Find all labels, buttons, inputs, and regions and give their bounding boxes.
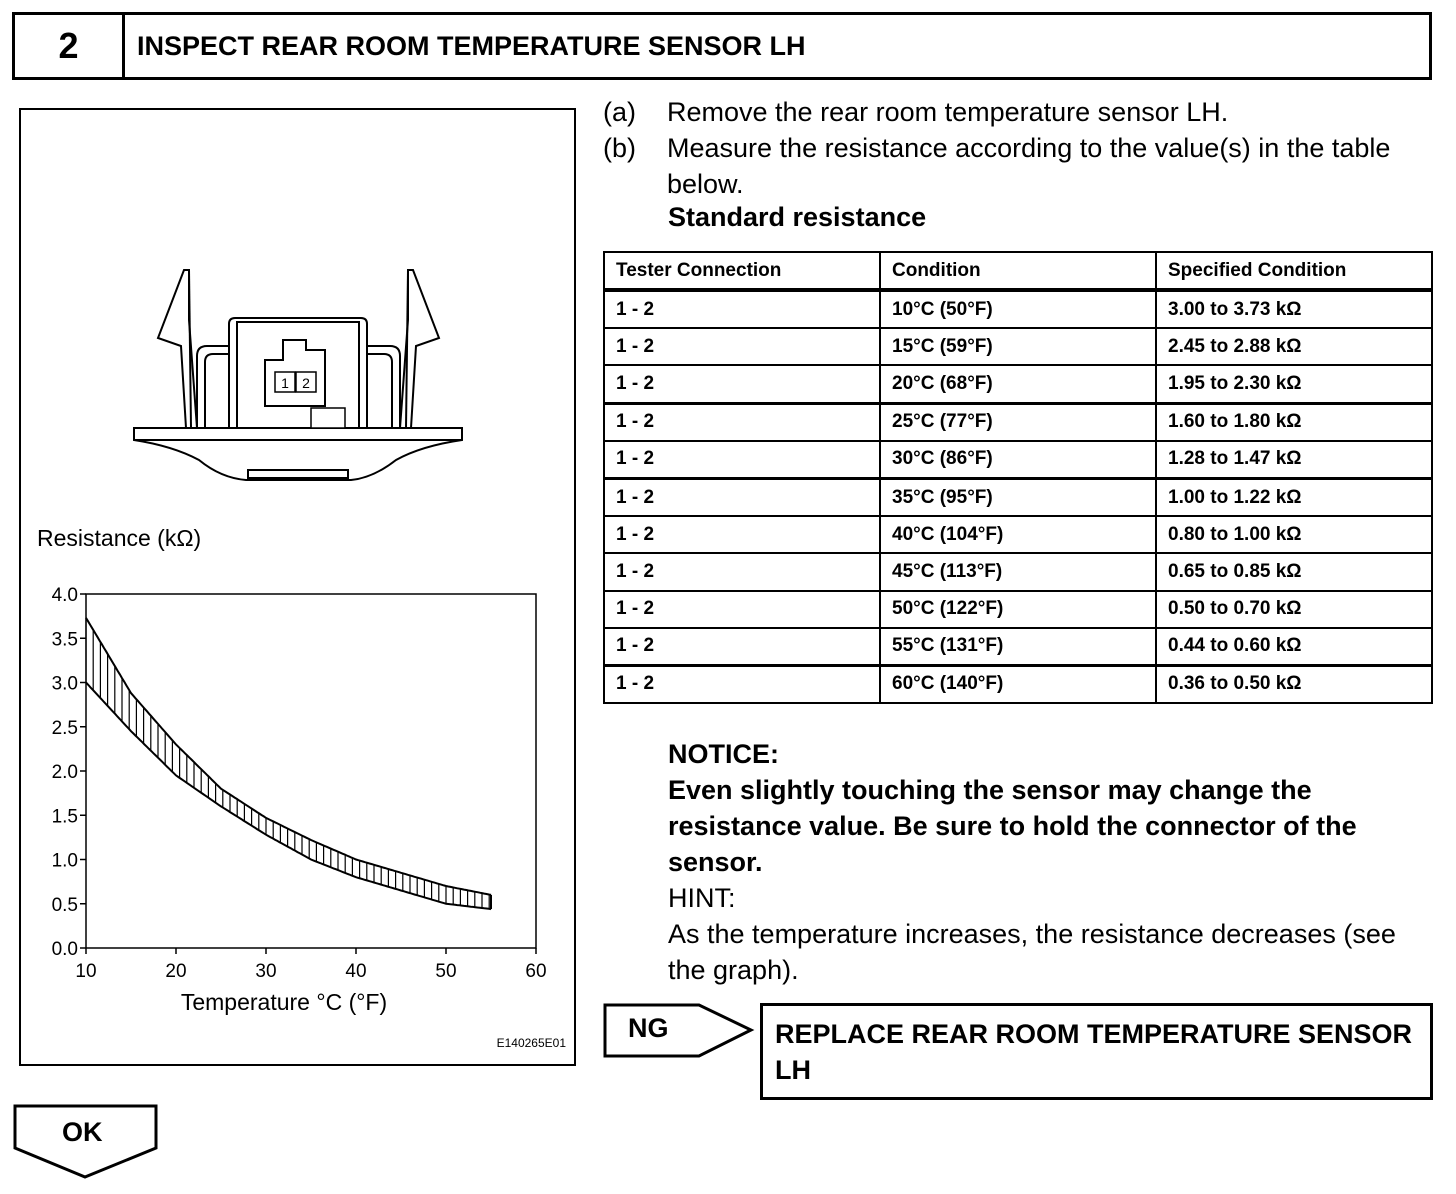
table-cell: 50°C (122°F) (880, 591, 1156, 628)
chart-y-tick-label: 4.0 (51, 585, 78, 606)
chart-x-axis-label: Temperature °C (°F) (180, 989, 388, 1015)
table-cell: 1.95 to 2.30 kΩ (1156, 365, 1432, 403)
table-row (604, 403, 1432, 441)
chart-y-tick-label: 1.5 (51, 806, 78, 828)
ng-action-box: REPLACE REAR ROOM TEMPERATURE SENSOR LH (760, 1003, 1433, 1100)
table-row (604, 441, 1432, 479)
step-header (12, 12, 1432, 80)
table-cell: 1 - 2 (604, 328, 880, 365)
chart-y-tick-label: 2.0 (51, 762, 78, 783)
table-cell: 0.44 to 0.60 kΩ (1156, 628, 1432, 666)
table-row (604, 478, 1432, 516)
chart-series-lower-line (86, 683, 491, 910)
table-cell: 55°C (131°F) (880, 628, 1156, 666)
table-cell: 1 - 2 (604, 365, 880, 403)
chart-x-tick-label: 10 (75, 961, 97, 982)
table-row (604, 290, 1432, 328)
table-cell: 1 - 2 (604, 628, 880, 666)
table-cell: 0.80 to 1.00 kΩ (1156, 516, 1432, 553)
ok-label: OK (62, 1117, 103, 1147)
connector-pin-2: 2 (302, 375, 310, 391)
figure-code: E140265E01 (496, 1036, 566, 1050)
table-cell: 1.28 to 1.47 kΩ (1156, 441, 1432, 479)
table-cell: 0.65 to 0.85 kΩ (1156, 553, 1432, 590)
ng-arrow-shape (603, 1003, 755, 1059)
hint-title: HINT: (668, 883, 736, 913)
table-cell: 0.50 to 0.70 kΩ (1156, 591, 1432, 628)
table-cell: 1 - 2 (604, 441, 880, 479)
table-cell: 20°C (68°F) (880, 365, 1156, 403)
step-a-label: (a) (603, 97, 636, 127)
table-cell: 1 - 2 (604, 403, 880, 441)
chart-x-tick-label: 20 (165, 961, 187, 982)
table-cell: 1 - 2 (604, 290, 880, 328)
chart-frame (86, 594, 536, 948)
notice-block (668, 736, 1438, 988)
table-cell: 25°C (77°F) (880, 403, 1156, 441)
table-row (604, 553, 1432, 590)
table-cell: 1 - 2 (604, 516, 880, 553)
table-cell: 10°C (50°F) (880, 290, 1156, 328)
step-title: INSPECT REAR ROOM TEMPERATURE SENSOR LH (137, 30, 806, 61)
table-row (604, 516, 1432, 553)
step-b-label: (b) (603, 133, 636, 163)
chart-y-tick-label: 1.0 (51, 850, 78, 872)
step-b (603, 130, 1433, 202)
table-cell: 1 - 2 (604, 478, 880, 516)
chart-y-tick-label: 3.0 (51, 673, 78, 695)
chart-y-tick-label: 2.5 (51, 717, 78, 739)
chart-y-tick-label: 0.5 (51, 894, 78, 916)
table-header-cell: Condition (880, 252, 1156, 290)
chart-x-tick-label: 60 (525, 961, 547, 982)
hint-text: As the temperature increases, the resistance decreases (see the graph). (668, 919, 1396, 985)
chart-y-tick-label: 3.5 (51, 629, 78, 651)
chart-x-tick-label: 30 (255, 961, 277, 982)
figure-panel (19, 108, 576, 1066)
chart-y-axis-label: Resistance (kΩ) (37, 525, 202, 551)
table-row (604, 591, 1432, 628)
sensor-connector-illustration (134, 270, 462, 480)
figure-svg (21, 110, 578, 1068)
notice-text: Even slightly touching the sensor may change the resistance value. Be sure to hold the connector of the sensor. (668, 775, 1357, 877)
table-row (604, 365, 1432, 403)
table-cell: 1.60 to 1.80 kΩ (1156, 403, 1432, 441)
step-b-text: Measure the resistance according to the value(s) in the table below. (667, 133, 1391, 199)
ng-label: NG (628, 1013, 669, 1043)
table-cell: 1 - 2 (604, 553, 880, 590)
step-a (603, 94, 1433, 130)
table-row (604, 328, 1432, 365)
table-cell: 40°C (104°F) (880, 516, 1156, 553)
chart-plot (52, 585, 547, 982)
table-row (604, 665, 1432, 703)
table-cell: 60°C (140°F) (880, 665, 1156, 703)
chart-x-tick-label: 40 (345, 961, 367, 982)
table-cell: 0.36 to 0.50 kΩ (1156, 665, 1432, 703)
step-number: 2 (15, 15, 125, 77)
table-cell: 45°C (113°F) (880, 553, 1156, 590)
table-cell: 2.45 to 2.88 kΩ (1156, 328, 1432, 365)
notice-title: NOTICE: (668, 739, 779, 769)
resistance-table (603, 251, 1433, 704)
table-cell: 1 - 2 (604, 665, 880, 703)
standard-resistance-heading: Standard resistance (668, 202, 927, 232)
table-cell: 3.00 to 3.73 kΩ (1156, 290, 1432, 328)
chart-y-tick-label: 0.0 (51, 939, 78, 960)
table-header-cell: Tester Connection (604, 252, 880, 290)
step-a-text: Remove the rear room temperature sensor LH. (667, 97, 1229, 127)
table-cell: 1 - 2 (604, 591, 880, 628)
table-cell: 15°C (59°F) (880, 328, 1156, 365)
table-row (604, 628, 1432, 666)
table-header-cell: Specified Condition (1156, 252, 1432, 290)
connector-pin-1: 1 (281, 375, 289, 391)
table-cell: 35°C (95°F) (880, 478, 1156, 516)
table-cell: 30°C (86°F) (880, 441, 1156, 479)
chart-series-upper-line (86, 618, 491, 895)
table-cell: 1.00 to 1.22 kΩ (1156, 478, 1432, 516)
chart-x-tick-label: 50 (435, 961, 457, 982)
table-header-row (604, 252, 1432, 290)
